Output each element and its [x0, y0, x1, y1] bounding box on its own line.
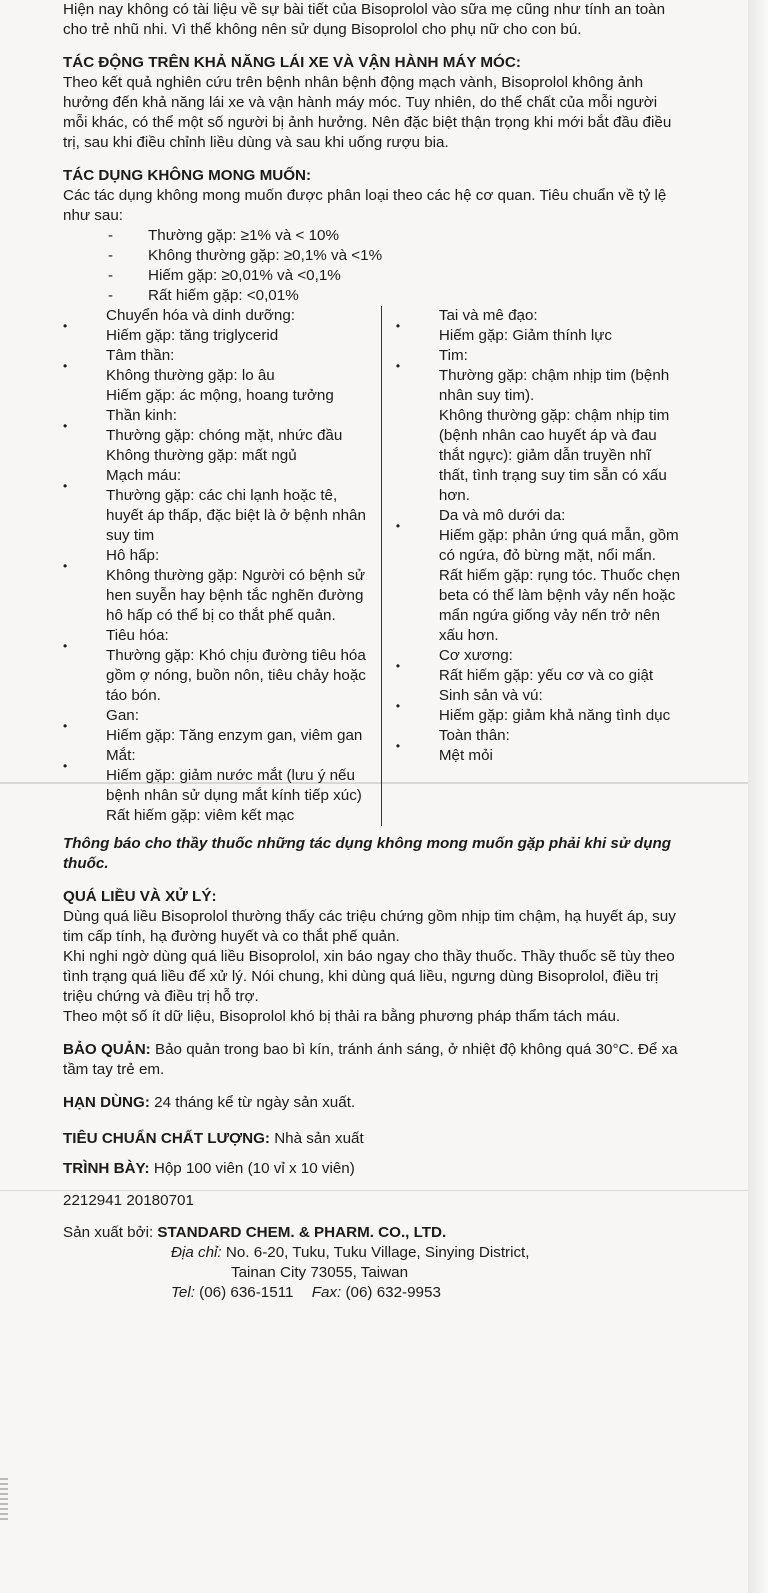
organ-system [396, 506, 683, 646]
organ-system-line: Mệt mỏi [438, 747, 493, 764]
organ-system [63, 346, 375, 406]
frequency-item: - Rất hiếm gặp: <0,01% [108, 286, 683, 306]
overdose-paragraph: Dùng quá liều Bisoprolol thường thấy các triệu chứng gồm nhịp tim chậm, hạ huyết áp, suy tim cấp tính, hạ đường huyết và co thắt phế quản. [63, 908, 676, 945]
organ-system-title: • Gan: [106, 706, 375, 726]
standard-label: TIÊU CHUẨN CHẤT LƯỢNG: [63, 1130, 270, 1147]
manufacturer-address [63, 1243, 683, 1263]
manufacturer-line [63, 1223, 683, 1243]
organ-system-line: Thường gặp: Khó chịu đường tiêu hóa gồm ợ nóng, buồn nôn, tiêu chảy hoặc táo bón. [106, 647, 366, 704]
driving-heading: TÁC ĐỘNG TRÊN KHẢ NĂNG LÁI XE VÀ VẬN HÀNH MÁY MÓC: [63, 54, 521, 71]
standard-text: Nhà sản xuất [274, 1130, 364, 1147]
manufacturer-name: STANDARD CHEM. & PHARM. CO., LTD. [157, 1224, 447, 1241]
organ-system-title: • Tiêu hóa: [106, 626, 375, 646]
batch-code: 2212941 20180701 [63, 1192, 194, 1209]
organ-system-line: Hiếm gặp: tăng triglycerid [106, 327, 279, 344]
organ-system-line: Thường gặp: chậm nhịp tim (bệnh nhân suy tim). [438, 367, 670, 404]
organ-system-title: • Da và mô dưới da: [439, 506, 683, 526]
organ-system [63, 626, 375, 706]
fax-number: (06) 632-9953 [345, 1284, 441, 1301]
frequency-item: - Không thường gặp: ≥0,1% và <1% [108, 246, 683, 266]
overdose-paragraph: Khi nghi ngờ dùng quá liều Bisoprolol, xin báo ngay cho thầy thuốc. Thầy thuốc sẽ tùy theo tình trạng quá liều để xử lý. Nói chung, khi dùng quá liều, ngưng dùng Bisoprolol, điều trị triệu chứng và điều trị hỗ trợ. [63, 948, 675, 1005]
organ-system-line: Rất hiếm gặp: viêm kết mạc [106, 807, 295, 824]
organ-system [396, 686, 683, 726]
organ-system [63, 306, 375, 346]
expiry-section [63, 1093, 683, 1113]
organ-system [63, 546, 375, 626]
organ-system [396, 646, 683, 686]
address-line-2: Tainan City 73055, Taiwan [231, 1264, 409, 1281]
organ-system-title: • Tai và mê đạo: [439, 306, 683, 326]
paper-edge [748, 0, 768, 1593]
address-line-1: No. 6-20, Tuku, Tuku Village, Sinying District, [225, 1244, 530, 1261]
leaflet-text [63, 0, 683, 1303]
standard-section [63, 1129, 683, 1149]
organ-system-title: • Mắt: [106, 746, 375, 766]
overdose-heading: QUÁ LIỀU VÀ XỬ LÝ: [63, 888, 217, 905]
organ-system-title: • Hô hấp: [106, 546, 375, 566]
organ-system-line: Hiếm gặp: Tăng enzym gan, viêm gan [106, 727, 363, 744]
storage-label: BẢO QUẢN: [63, 1041, 151, 1058]
organ-system-line: Thường gặp: các chi lạnh hoặc tê, huyết áp thấp, đặc biệt là ở bệnh nhân suy tim [106, 487, 366, 544]
fax-label: Fax: [311, 1284, 342, 1301]
side-effects-left-column [63, 306, 382, 826]
side-effects-heading: TÁC DỤNG KHÔNG MONG MUỐN: [63, 167, 312, 184]
organ-system-title: • Tim: [439, 346, 683, 366]
organ-system [396, 306, 683, 346]
organ-system-line: Thường gặp: chóng mặt, nhức đầu [106, 427, 343, 444]
organ-system-line: Không thường gặp: chậm nhịp tim (bệnh nhân cao huyết áp và đau thắt ngực): giảm dẫn truyền nhĩ thất, tình trạng suy tim sẵn có xấu hơn. [438, 407, 670, 504]
organ-system-title: • Toàn thân: [439, 726, 683, 746]
barcode-strip [0, 1476, 8, 1520]
address-label: Địa chỉ: [171, 1244, 222, 1261]
frequency-item: - Thường gặp: ≥1% và < 10% [108, 226, 683, 246]
organ-system [63, 706, 375, 746]
organ-system [396, 726, 683, 766]
organ-system-title: • Tâm thần: [106, 346, 375, 366]
driving-text: Theo kết quả nghiên cứu trên bệnh nhân bệnh động mạch vành, Bisoprolol không ảnh hưởng đến khả năng lái xe và vận hành máy móc. Tuy nhiên, do thể chất của mỗi người mỗi khác, có thể một số người bị ảnh hưởng. Nên đặc biệt thận trọng khi mới bắt đầu điều trị, sau khi điều chỉnh liều dùng và sau khi uống rượu bia. [63, 74, 672, 151]
organ-system-title: • Cơ xương: [439, 646, 683, 666]
frequency-item: - Hiếm gặp: ≥0,01% và <0,1% [108, 266, 683, 286]
organ-system-line: Rất hiếm gặp: rụng tóc. Thuốc chẹn beta có thể làm bệnh vảy nến hoặc mẩn ngứa giống vảy nến trở nên xấu hơn. [438, 567, 681, 644]
organ-system-title: • Thần kinh: [106, 406, 375, 426]
storage-section [63, 1040, 683, 1080]
organ-system [63, 466, 375, 546]
organ-system-line: Hiếm gặp: Giảm thính lực [438, 327, 612, 344]
report-notice: Thông báo cho thầy thuốc những tác dụng không mong muốn gặp phải khi sử dụng thuốc. [63, 835, 672, 872]
frequency-list [63, 226, 683, 306]
presentation-section [63, 1159, 683, 1179]
organ-system-line: Không thường gặp: Người có bệnh sử hen suyễn hay bệnh tắc nghẽn đường hô hấp có thể bị co thắt phế quản. [106, 567, 365, 624]
manufacturer-label: Sản xuất bởi: [63, 1224, 154, 1241]
overdose-paragraph: Theo một số ít dữ liệu, Bisoprolol khó bị thải ra bằng phương pháp thẩm tách máu. [63, 1008, 621, 1025]
presentation-label: TRÌNH BÀY: [63, 1160, 150, 1177]
expiry-label: HẠN DÙNG: [63, 1094, 150, 1111]
contact-line [63, 1283, 683, 1303]
intro-paragraph: Hiện nay không có tài liệu về sự bài tiết của Bisoprolol vào sữa mẹ cũng như tính an toàn cho trẻ nhũ nhi. Vì thế không nên sử dụng Bisoprolol cho phụ nữ cho con bú. [63, 1, 666, 38]
organ-system-line: Hiếm gặp: giảm nước mắt (lưu ý nếu bệnh nhân sử dụng mắt kính tiếp xúc) [106, 767, 362, 804]
organ-system-title: • Mạch máu: [106, 466, 375, 486]
side-effects-right-column [382, 306, 683, 826]
presentation-text: Hộp 100 viên (10 vỉ x 10 viên) [153, 1160, 355, 1177]
organ-system [63, 406, 375, 466]
organ-system-line: Không thường gặp: lo âu [106, 367, 275, 384]
organ-system-line: Không thường gặp: mất ngủ [106, 447, 297, 464]
side-effects-text: Các tác dụng không mong muốn được phân loại theo các hệ cơ quan. Tiêu chuẩn về tỷ lệ như sau: [63, 187, 667, 224]
tel-number: (06) 636-1511 [199, 1284, 294, 1301]
organ-system-line: Hiếm gặp: ác mộng, hoang tưởng [106, 387, 334, 404]
organ-system [396, 346, 683, 506]
organ-system-line: Hiếm gặp: phản ứng quá mẫn, gồm có ngứa, đỏ bừng mặt, nổi mẩn. [438, 527, 679, 564]
organ-system-title: • Sinh sản và vú: [439, 686, 683, 706]
storage-text: Bảo quản trong bao bì kín, tránh ánh sáng, ở nhiệt độ không quá 30°C. Để xa tầm tay trẻ em. [63, 1041, 678, 1078]
organ-system-title: • Chuyển hóa và dinh dưỡng: [106, 306, 375, 326]
organ-system [63, 746, 375, 826]
organ-system-line: Hiếm gặp: giảm khả năng tình dục [438, 707, 671, 724]
organ-system-line: Rất hiếm gặp: yếu cơ và co giật [438, 667, 654, 684]
side-effects-columns [63, 306, 683, 826]
expiry-text: 24 tháng kể từ ngày sản xuất. [154, 1094, 356, 1111]
tel-label: Tel: [171, 1284, 195, 1301]
